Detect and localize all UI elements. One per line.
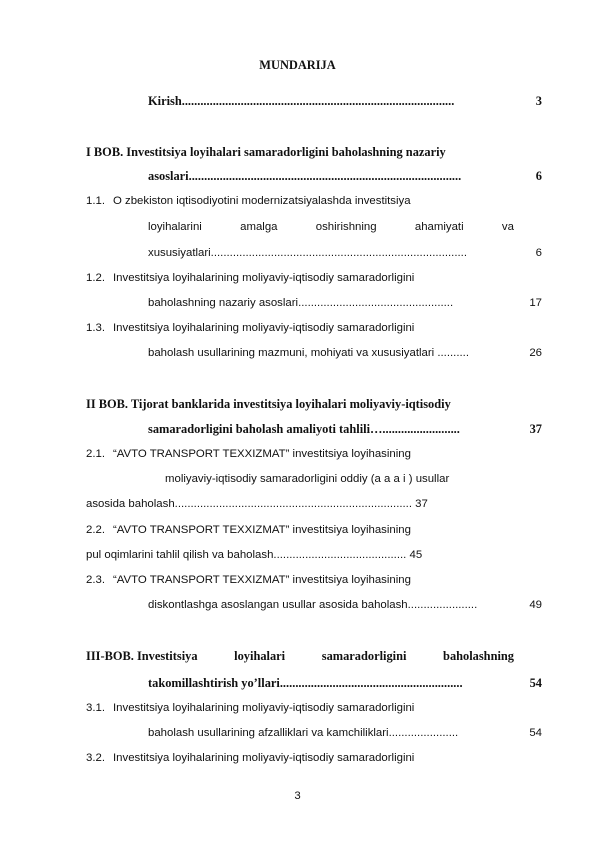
- toc-section-1-2-cont[interactable]: baholashning nazariy asoslari.................................................: [148, 297, 454, 309]
- toc-intro[interactable]: Kirish........................................................................................: [148, 94, 455, 108]
- toc-section-1-1-cont[interactable]: xususiyatlari.................................................................................: [148, 247, 468, 259]
- toc-section-3-1-page: 54: [529, 727, 542, 739]
- word: baholashning: [443, 649, 514, 663]
- toc-section-number: 1.1.: [86, 195, 105, 207]
- toc-chapter-1-page: 6: [535, 169, 542, 183]
- word: oshirishning: [315, 221, 377, 233]
- toc-section-2-1-cont-page[interactable]: asosida baholash........................................................................... 37: [86, 498, 428, 510]
- word: loyihalarini: [148, 221, 202, 233]
- word: ahamiyati: [414, 221, 464, 233]
- toc-chapter-3-title[interactable]: [86, 649, 514, 664]
- toc-section-2-2-cont-page[interactable]: pul oqimlarini tahlil qilish va baholash.......................................... 45: [86, 549, 423, 561]
- toc-section-number: 1.2.: [86, 272, 105, 284]
- toc-chapter-3-title-cont[interactable]: takomillashtirish yo’llari...........................................................: [148, 676, 463, 690]
- toc-section-number: 2.3.: [86, 574, 105, 586]
- toc-section-2-1[interactable]: “AVTO TRANSPORT TEXXIZMAT” investitsiya loyihasining: [113, 448, 411, 460]
- toc-intro-page: 3: [535, 94, 542, 108]
- word: loyihalari: [234, 649, 286, 663]
- toc-section-3-1[interactable]: Investitsiya loyihalarining moliyaviy-iqtisodiy samaradorligini: [113, 702, 415, 714]
- toc-chapter-1-title[interactable]: I BOB. Investitsiya loyihalari samaradorligini baholashning nazariy: [86, 145, 446, 159]
- toc-chapter-2-page: 37: [529, 422, 542, 436]
- toc-chapter-2-title[interactable]: II BOB. Tijorat banklarida investitsiya loyihalari moliyaviy-iqtisodiy: [86, 397, 451, 411]
- toc-section-2-1-cont[interactable]: moliyaviy-iqtisodiy samaradorligini oddiy (a a a i ) usullar: [165, 473, 450, 485]
- toc-section-2-3-cont[interactable]: diskontlashga asoslangan usullar asosida baholash......................: [148, 599, 478, 611]
- toc-section-1-2[interactable]: Investitsiya loyihalarining moliyaviy-iqtisodiy samaradorligini: [113, 272, 415, 284]
- word: amalga: [240, 221, 278, 233]
- toc-section-1-3-cont[interactable]: baholash usullarining mazmuni, mohiyati va xususiyatlari ..........: [148, 347, 469, 359]
- toc-section-1-3-page: 26: [529, 347, 542, 359]
- word: III-BOB. Investitsiya: [86, 649, 198, 663]
- toc-section-1-3[interactable]: Investitsiya loyihalarining moliyaviy-iqtisodiy samaradorligini: [113, 322, 415, 334]
- toc-section-2-3[interactable]: “AVTO TRANSPORT TEXXIZMAT” investitsiya loyihasining: [113, 574, 411, 586]
- toc-chapter-2-title-cont[interactable]: samaradorligini baholash amaliyoti tahlili….........................: [148, 422, 460, 436]
- word: va: [501, 221, 514, 233]
- toc-section-1-2-page: 17: [529, 297, 542, 309]
- toc-section-2-2[interactable]: “AVTO TRANSPORT TEXXIZMAT” investitsiya loyihasining: [113, 524, 411, 536]
- footer-page-number: 3: [294, 790, 301, 802]
- toc-section-number: 3.1.: [86, 702, 105, 714]
- toc-section-3-2[interactable]: Investitsiya loyihalarining moliyaviy-iqtisodiy samaradorligini: [113, 752, 415, 764]
- toc-section-1-1[interactable]: O zbekiston iqtisodiyotini modernizatsiyalashda investitsiya: [113, 195, 411, 207]
- toc-section-2-3-page: 49: [529, 599, 542, 611]
- page-title: MUNDARIJA: [259, 58, 336, 72]
- word: samaradorligini: [321, 649, 407, 663]
- toc-section-number: 3.2.: [86, 752, 105, 764]
- toc-section-1-1-page: 6: [535, 247, 542, 259]
- toc-chapter-1-title-cont[interactable]: asoslari........................................................................................: [148, 169, 462, 183]
- toc-section-1-1-justified-line[interactable]: [148, 221, 514, 233]
- toc-section-number: 2.2.: [86, 524, 105, 536]
- toc-section-3-1-cont[interactable]: baholash usullarining afzalliklari va kamchiliklari......................: [148, 727, 459, 739]
- toc-section-number: 1.3.: [86, 322, 105, 334]
- toc-section-number: 2.1.: [86, 448, 105, 460]
- toc-chapter-3-page: 54: [529, 676, 542, 690]
